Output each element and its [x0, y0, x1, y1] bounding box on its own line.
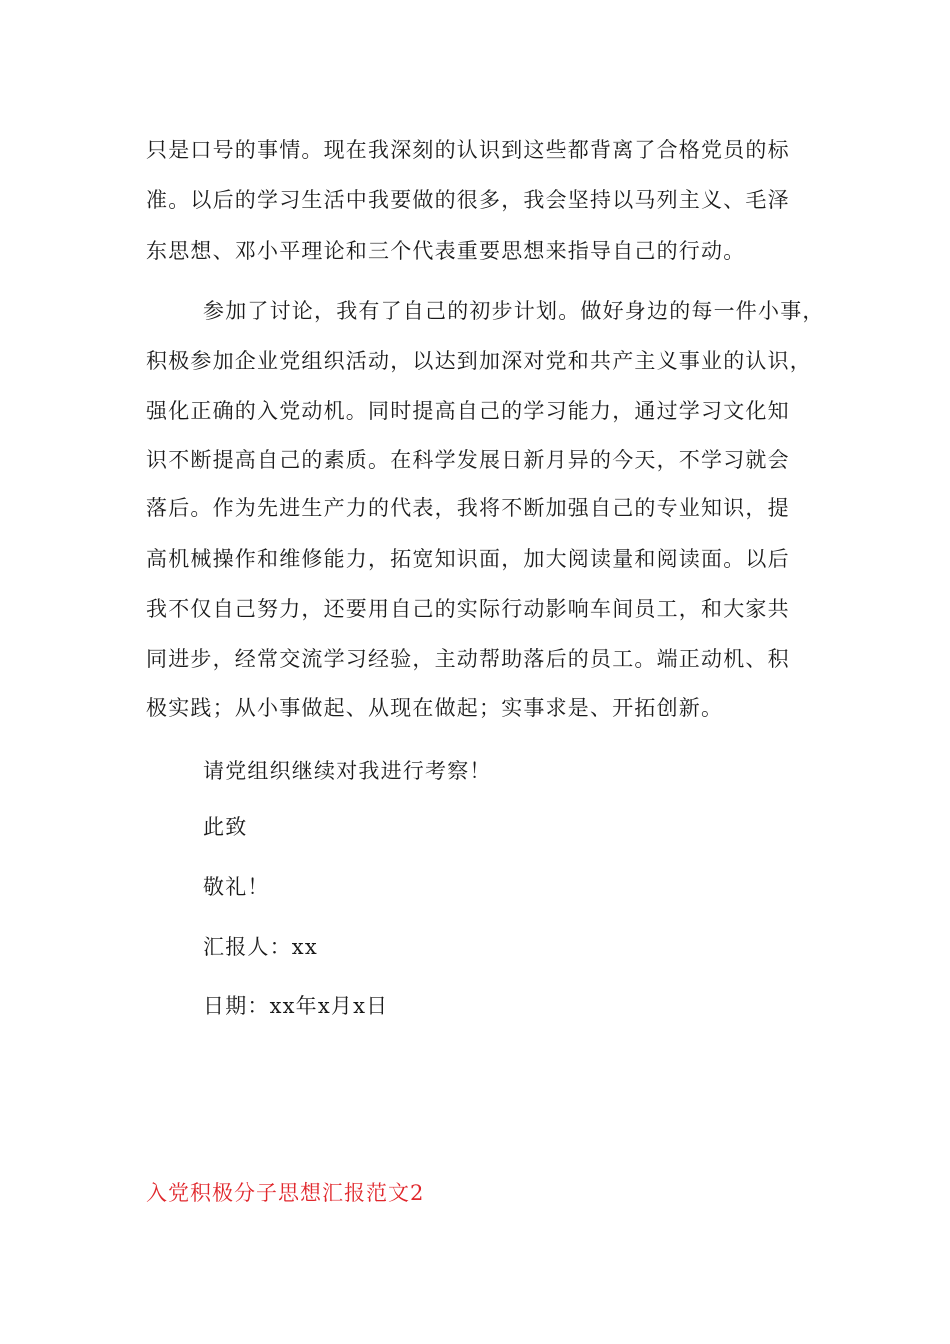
- paragraph-line: 积极参加企业党组织活动，以达到加深对党和共产主义事业的认识，: [146, 349, 812, 373]
- date-line: 日期：xx年x月x日: [203, 994, 389, 1018]
- paragraph-line: 准。以后的学习生活中我要做的很多，我会坚持以马列主义、毛泽: [146, 188, 790, 212]
- paragraph-line: 强化正确的入党动机。同时提高自己的学习能力，通过学习文化知: [146, 399, 790, 423]
- paragraph-line: 东思想、邓小平理论和三个代表重要思想来指导自己的行动。: [146, 239, 746, 263]
- paragraph-line: 同进步，经常交流学习经验，主动帮助落后的员工。端正动机、积: [146, 647, 790, 671]
- paragraph-line: 参加了讨论，我有了自己的初步计划。做好身边的每一件小事，: [203, 299, 825, 323]
- closing-regards: 敬礼！: [203, 875, 270, 899]
- request-line: 请党组织继续对我进行考察！: [203, 759, 492, 783]
- paragraph-line: 只是口号的事情。现在我深刻的认识到这些都背离了合格党员的标: [146, 138, 790, 162]
- next-section-heading: 入党积极分子思想汇报范文2: [146, 1181, 425, 1205]
- paragraph-line: 高机械操作和维修能力，拓宽知识面，加大阅读量和阅读面。以后: [146, 547, 790, 571]
- reporter-line: 汇报人：xx: [203, 935, 318, 959]
- paragraph-line: 我不仅自己努力，还要用自己的实际行动影响车间员工，和大家共: [146, 597, 790, 621]
- closing-salutation: 此致: [203, 815, 248, 839]
- paragraph-line: 落后。作为先进生产力的代表，我将不断加强自己的专业知识，提: [146, 496, 790, 520]
- paragraph-line: 极实践；从小事做起、从现在做起；实事求是、开拓创新。: [146, 696, 724, 720]
- paragraph-line: 识不断提高自己的素质。在科学发展日新月异的今天，不学习就会: [146, 448, 790, 472]
